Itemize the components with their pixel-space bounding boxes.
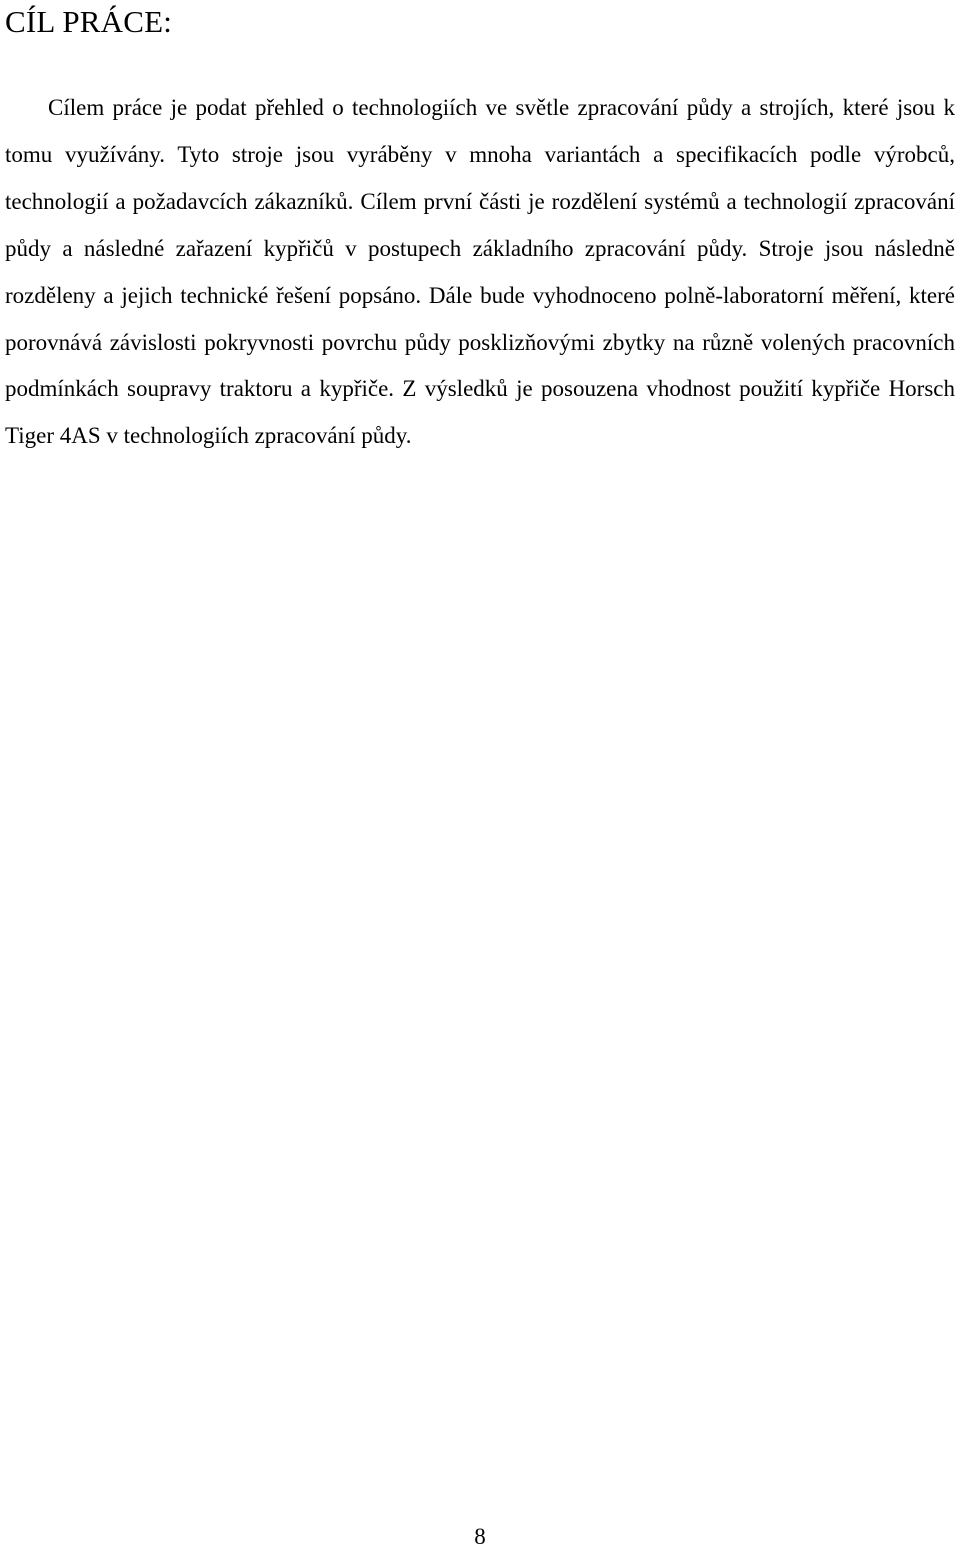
body-paragraph: Cílem práce je podat přehled o technologiích ve světle zpracování půdy a strojích, které jsou k tomu využívány. Tyto stroje jsou vyráběny v mnoha variantách a specifikacích podle výrobců, technologií a požadavcích zákazníků. Cílem první části je rozdělení systémů a technologií zpracování půdy a následné zařazení kypřičů v postupech základního zpracování půdy. Stroje jsou následně rozděleny a jejich technické řešení popsáno. Dále bude vyhodnoceno polně-laboratorní měření, které porovnává závislosti pokryvnosti povrchu půdy posklizňovými zbytky na různě volených pracovních podmínkách soupravy traktoru a kypřiče. Z výsledků je posouzena vhodnost použití kypřiče Horsch Tiger 4AS v technologiích zpracování půdy. — [5, 95, 955, 449]
page-number: 8 — [474, 1524, 486, 1549]
page-title: CÍL PRÁCE: — [5, 4, 173, 39]
